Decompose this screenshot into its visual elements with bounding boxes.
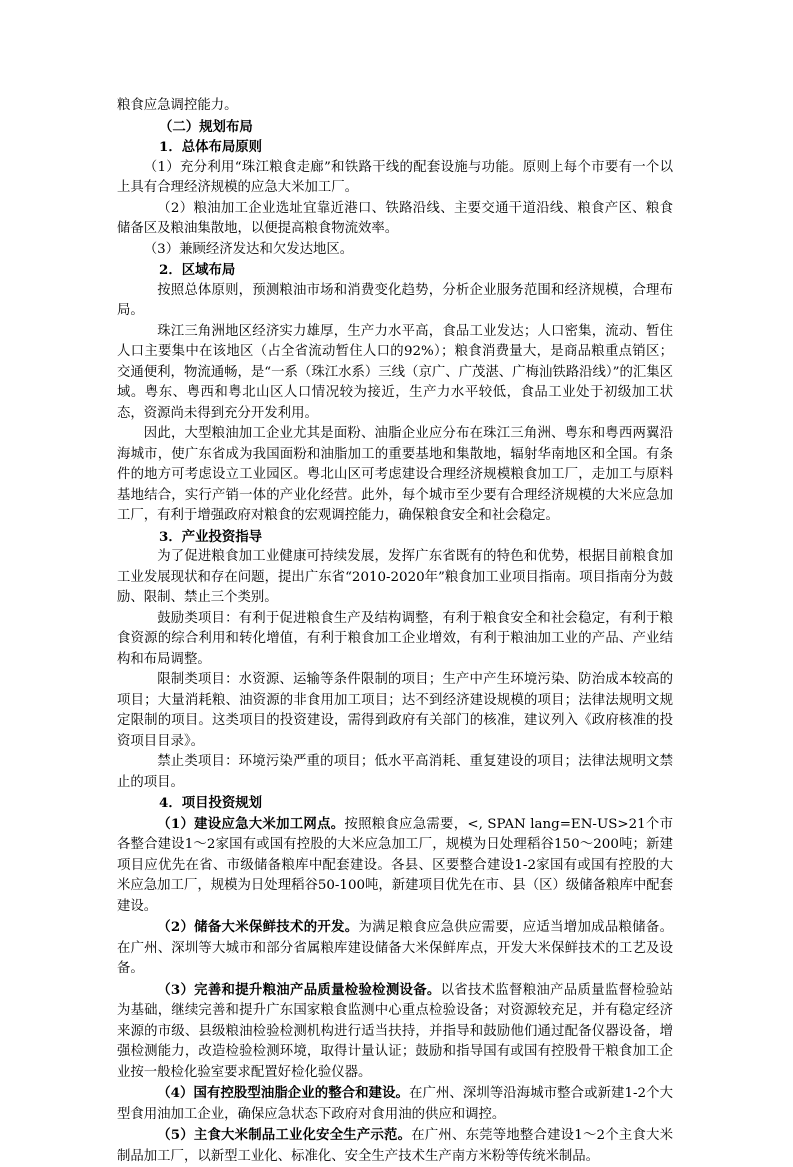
paragraph: 禁止类项目：环境污染严重的项目；低水平高消耗、重复建设的项目；法律法规明文禁止的项目。: [117, 754, 673, 790]
paragraph: [117, 917, 673, 980]
item-body: 为满足粮食应急供应需要，应适当增加成品粮储备。在广州、深圳等大城市和部分省属粮库建设储备大米保鲜库点，开发大米保鲜技术的工艺及设备。: [117, 920, 673, 976]
paragraph: 按照总体原则，预测粮油市场和消费变化趋势，分析企业服务范围和经济规模，合理布局。: [117, 282, 673, 318]
item-title: （2）储备大米保鲜技术的开发。: [157, 919, 359, 935]
paragraph: 为了促进粮食加工业健康可持续发展，发挥广东省既有的特色和优势，根据目前粮食加工业发展现状和存在问题，提出广东省“2010-2020年”粮食加工业项目指南。项目指南分为鼓励、限制、禁止三个类别。: [117, 549, 673, 605]
paragraph: 因此，大型粮油加工企业尤其是面粉、油脂企业应分布在珠江三角洲、粤东和粤西两翼沿海城市，使广东省成为我国面粉和油脂加工的重要基地和集散地，辐射华南地区和全国。有条件的地方可考虑设立工业园区。粤北山区可考虑建设合理经济规模粮食加工厂，走加工与原料基地结合，实行产销一体的产业化经营。此外，每个城市至少要有合理经济规模的大米应急加工厂，有利于增强政府对粮食的宏观调控能力，确保粮食安全和社会稳定。: [117, 426, 673, 523]
paragraph: 鼓励类项目：有利于促进粮食生产及结构调整，有利于粮食安全和社会稳定，有利于粮食资源的综合利用和转化增值，有利于粮食加工企业增效，有利于粮油加工业的产品、产业结构和布局调整。: [117, 610, 673, 667]
paragraph: 限制类项目：水资源、运输等条件限制的项目；生产中产生环境污染、防治成本较高的项目；大量消耗粮、油资源的非食用加工项目；达不到经济建设规模的项目；法律法规明文规定限制的项目。这类项目的投资建设，需得到政府有关部门的核准，建议列入《政府核准的投资项目目录》。: [117, 672, 673, 749]
item-body: 在广州、深圳等沿海城市整合或新建1-2个大型食用油加工企业，确保应急状态下政府对食用油的供应和调控。: [117, 1086, 674, 1122]
item-title: （3）完善和提升粮油产品质量检验检测设备。: [157, 981, 441, 998]
paragraph: [117, 814, 673, 918]
paragraph: （3）兼顾经济发达和欠发达地区。: [143, 241, 354, 257]
item-body: 在广州、东莞等地整合建设1～2个主食大米制品加工厂，以新型工业化、标准化、安全生产技术生产南方米粉等传统米制品。: [117, 1128, 673, 1164]
item-title: （4）国有控股型油脂企业的整合和建设。: [157, 1085, 410, 1101]
item-title: （1）建设应急大米加工网点。: [157, 815, 345, 832]
paragraph: 珠江三角洲地区经济实力雄厚，生产力水平高，食品工业发达；人口密集，流动、暂住人口主要集中在该地区（占全省流动暂住人口的92%）；粮食消费量大，是商品粮重点销区；交通便利，物流通畅，是“一系（珠江水系）三线（京广、广茂湛、广梅汕铁路沿线）”的汇集区域。粤东、粤西和粤北山区人口情况较为接近，生产力水平较低，食品工业处于初级加工状态，资源尚未得到充分开发利用。: [117, 323, 674, 421]
document-page: [117, 96, 673, 1167]
paragraph: （2）粮油加工企业选址宜靠近港口、铁路沿线、主要交通干道沿线、粮食产区、粮食储备区及粮油集散地，以便提高粮食物流效率。: [117, 200, 673, 236]
paragraph: [117, 980, 673, 1084]
subsection-heading: 1．总体布局原则: [159, 139, 263, 155]
item-body: 以省技术监督粮油产品质量监督检验站为基础，继续完善和提升广东国家粮食监测中心重点检验设备；对资源较充足，并有稳定经济来源的市级、县级粮油检验检测机构进行适当扶持，并指导和鼓励他们通过配备仪器设备，增强检测能力，改造检验检测环境，取得计量认证；鼓励和指导国有或国有控股骨干粮食加工企业按一般检化验室要求配置好检化验仪器。: [117, 982, 673, 1080]
item-title: （5）主食大米制品工业化安全生产示范。: [157, 1127, 412, 1143]
paragraph: 粮食应急调控能力。: [117, 98, 238, 113]
section-heading: （二）规划布局: [159, 118, 253, 135]
paragraph: [117, 1083, 673, 1125]
subsection-heading: 2．区域布局: [159, 262, 236, 278]
subsection-heading: 4．项目投资规划: [159, 795, 263, 811]
item-body: 按照粮食应急需要，<, SPAN lang=EN-US>21个市各整合建设1～2家国有或国有控股的大米应急加工厂，规模为日处理稻谷150～200吨；新建项目应优先在省、市级储备粮库中配套建设。各县、区要整合建设1-2家国有或国有控股的大米应急加工厂，规模为日处理稻谷50-100吨，新建项目优先在市、县（区）级储备粮库中配套建设。: [117, 816, 673, 914]
paragraph: [117, 1125, 673, 1167]
paragraph: （1）充分利用“珠江粮食走廊”和铁路干线的配套设施与功能。原则上每个市要有一个以上具有合理经济规模的应急大米加工厂。: [117, 159, 673, 195]
subsection-heading: 3．产业投资指导: [159, 528, 263, 545]
